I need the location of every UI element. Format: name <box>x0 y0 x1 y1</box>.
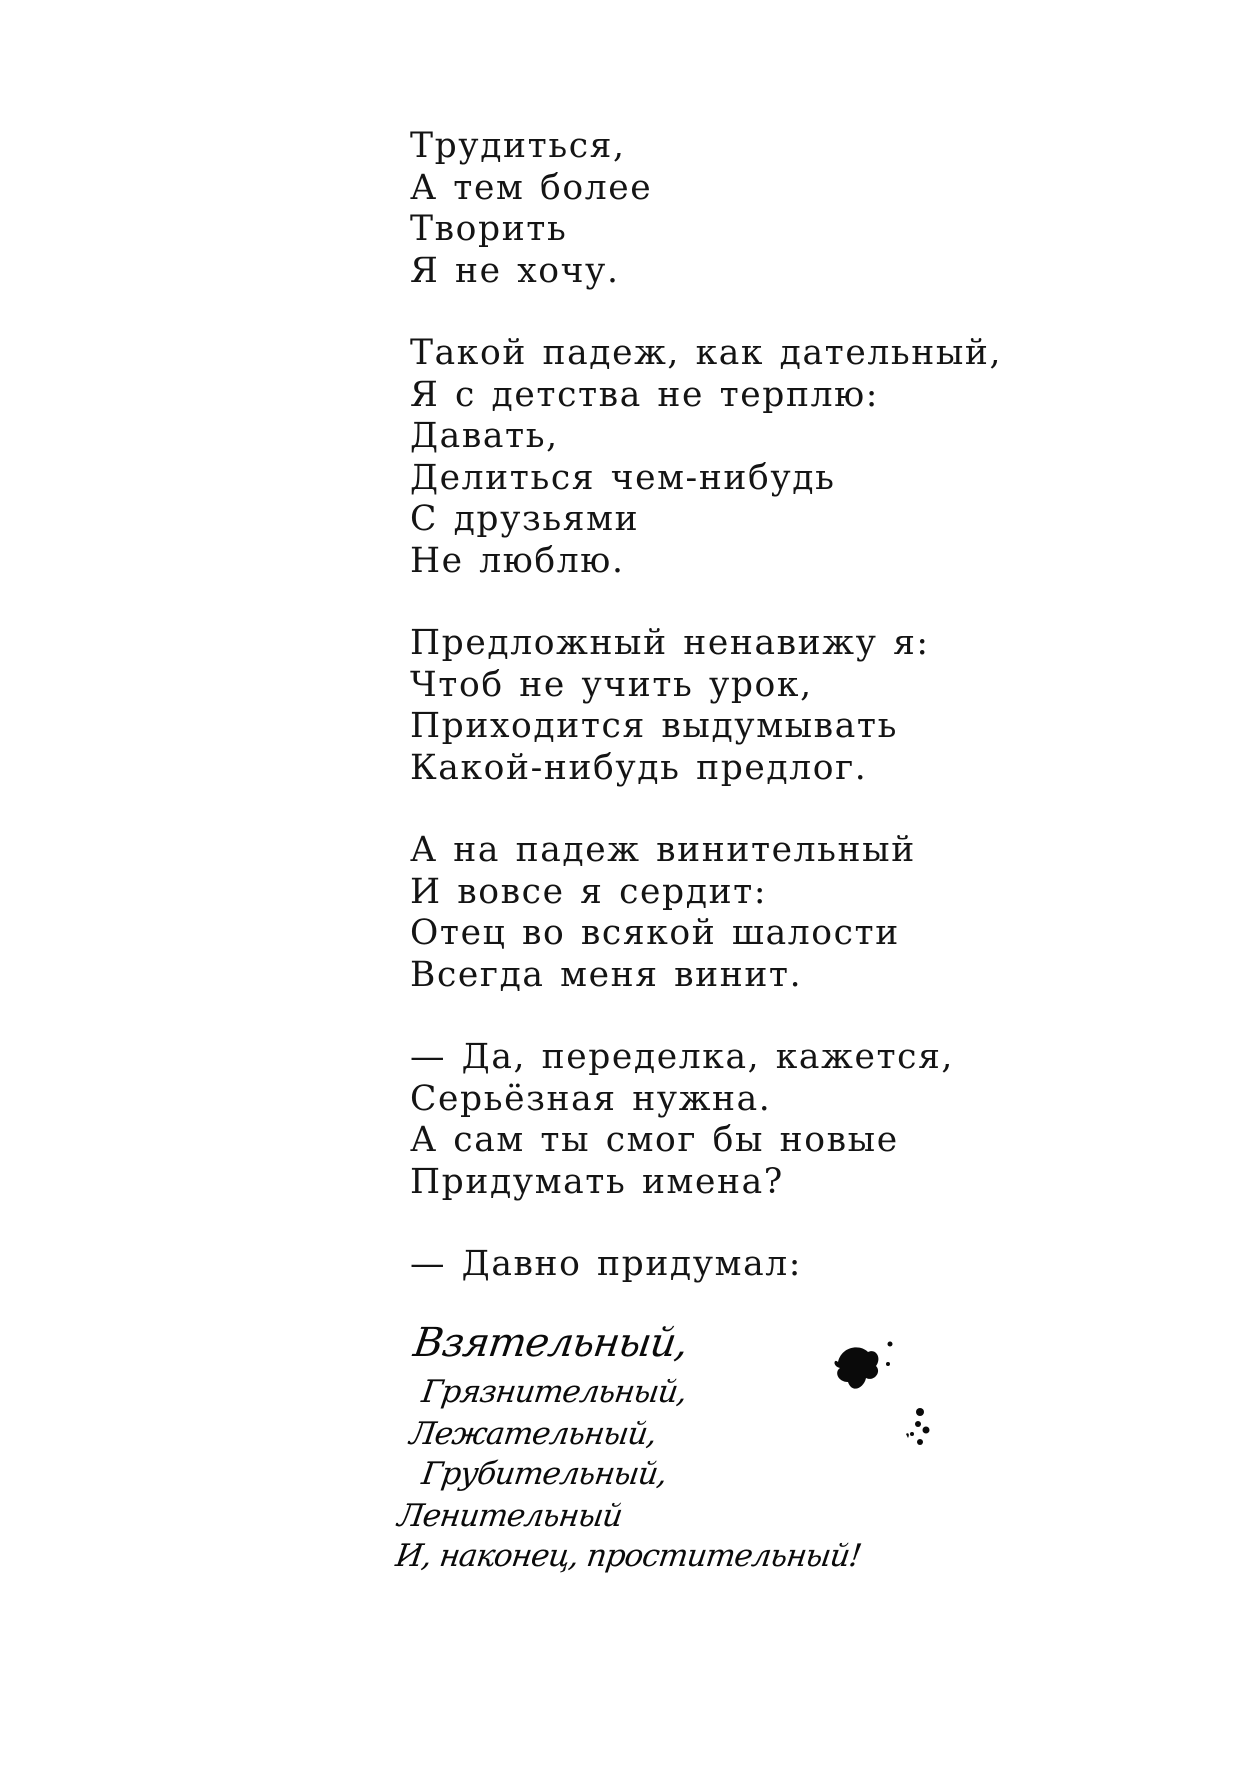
poem-line: — Давно придумал: <box>410 1244 802 1284</box>
ink-blot-icon <box>830 1338 960 1458</box>
poem-line: Придумать имена? <box>410 1161 784 1202</box>
poem-line: Серьёзная нужна. <box>410 1078 772 1119</box>
stanza-4 <box>410 830 1010 996</box>
poem-line: Такой падеж, как дательный, <box>410 333 1003 373</box>
handwritten-line-grubitelny: Грубительный, <box>419 1456 669 1492</box>
poem-line: Творить <box>410 209 568 249</box>
stanza-2 <box>410 333 1010 582</box>
poem-line: — Да, переделка, кажется, <box>410 1037 954 1077</box>
poem-line: Чтоб не учить урок, <box>410 664 813 705</box>
poem-line: Я не хочу. <box>410 250 620 291</box>
poem-line: Какой-нибудь предлог. <box>410 747 868 788</box>
poem-line: И вовсе я сердит: <box>410 871 768 912</box>
poem-line: А тем более <box>410 167 653 208</box>
poem-line: А на падеж винительный <box>410 830 916 870</box>
poem-line: Я с детства не терплю: <box>410 374 879 415</box>
handwritten-line-vzyatelny: Взятельный, <box>410 1320 691 1366</box>
poem-line: Давать, <box>410 416 559 456</box>
ink-blot <box>830 1338 960 1458</box>
stanza-5 <box>410 1037 1010 1203</box>
poem-line: Не люблю. <box>410 540 625 581</box>
stanza-3 <box>410 623 1010 789</box>
stanza-1 <box>410 126 1010 292</box>
poem-line: Приходится выдумывать <box>410 706 898 746</box>
poem-line: Отец во всякой шалости <box>410 913 900 953</box>
poem <box>410 126 1010 1327</box>
handwritten-line-lezhatelny: Лежательный, <box>407 1416 659 1452</box>
poem-line: А сам ты смог бы новые <box>410 1120 899 1160</box>
stanza-6 <box>410 1244 1010 1286</box>
poem-line: Всегда меня винит. <box>410 954 803 995</box>
handwritten-line-prostitelny: И, наконец, простительный! <box>393 1538 864 1574</box>
handwritten-line-lenitelny: Ленительный <box>395 1498 625 1534</box>
handwritten-line-gryaznitelny: Грязнительный, <box>419 1374 689 1410</box>
poem-line: Предложный ненавижу я: <box>410 623 930 663</box>
poem-line: Делиться чем-нибудь <box>410 457 836 498</box>
poem-line: С друзьями <box>410 499 640 539</box>
poem-line: Трудиться, <box>410 126 626 166</box>
